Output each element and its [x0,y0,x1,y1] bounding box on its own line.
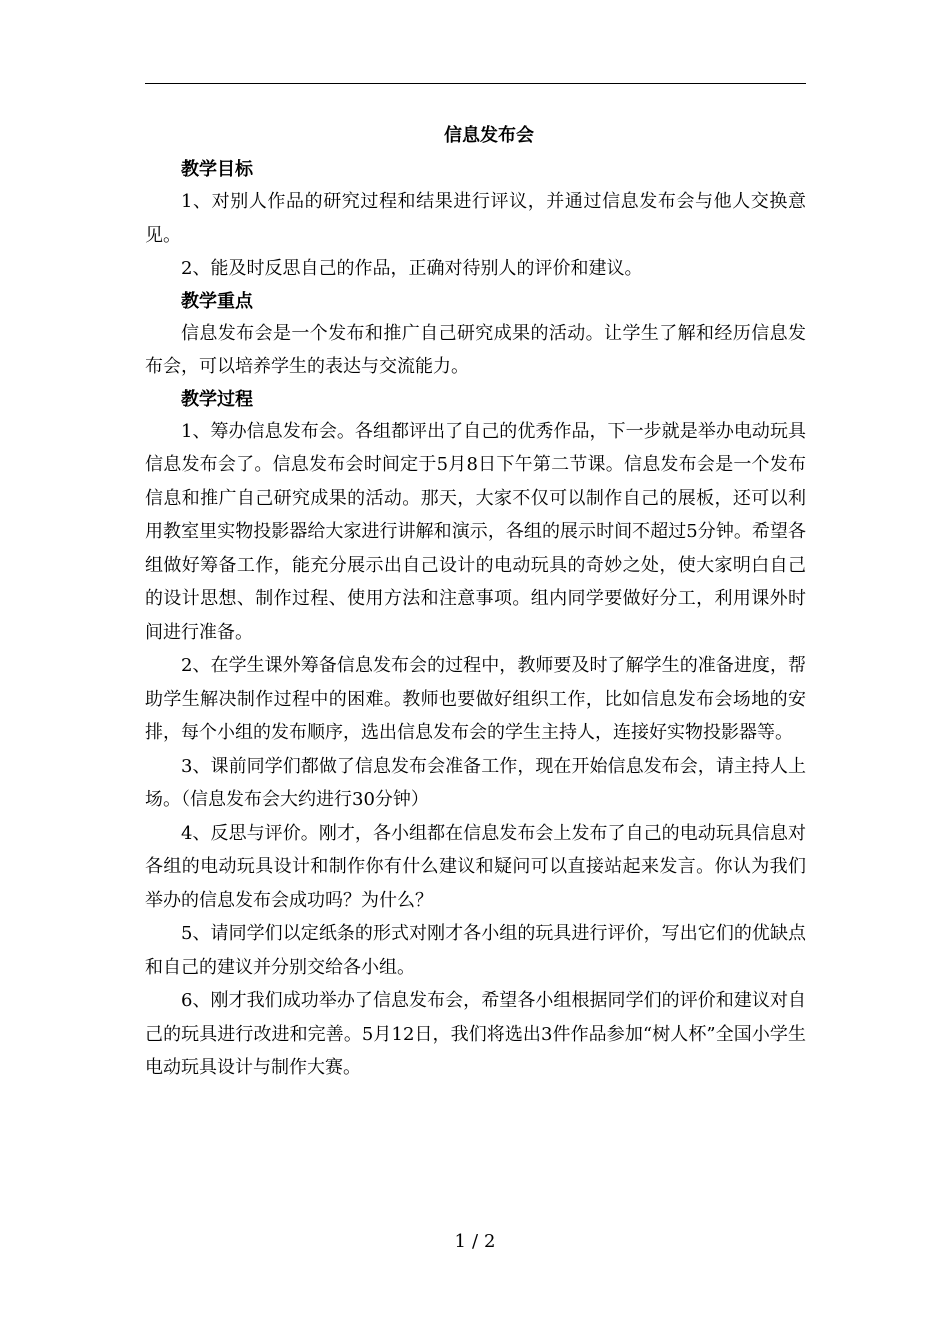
document-title: 信息发布会 [444,125,534,146]
paragraph: 6、刚才我们成功举办了信息发布会，希望各小组根据同学们的评价和建议对自己的玩具进行改进和完善。5月12日，我们将选出3件作品参加“树人杯”全国小学生电动玩具设计与制作大赛。 [145,990,806,1078]
document-body [145,118,806,1085]
total-pages: 2 [484,1231,496,1252]
page-number [0,1228,950,1256]
header-rule [145,83,806,84]
paragraph: 3、课前同学们都做了信息发布会准备工作，现在开始信息发布会，请主持人上场。（信息发布会大约进行30分钟） [145,755,806,810]
paragraph: 1、筹办信息发布会。各组都评出了自己的优秀作品，下一步就是举办电动玩具信息发布会了。信息发布会时间定于5月8日下午第二节课。信息发布会是一个发布信息和推广自己研究成果的活动。那天，大家不仅可以制作自己的展板，还可以利用教室里实物投影器给大家进行讲解和演示，各组的展示时间不超过5分钟。希望各组做好筹备工作，能充分展示出自己设计的电动玩具的奇妙之处，使大家明白自己的设计思想、制作过程、使用方法和注意事项。组内同学要做好分工，利用课外时间进行准备。 [145,420,806,643]
page-separator: / [471,1231,479,1252]
section-process [145,384,806,1085]
paragraph: 5、请同学们以定纸条的形式对刚才各小组的玩具进行评价，写出它们的优缺点和自己的建议并分别交给各小组。 [145,923,806,978]
section-heading: 教学目标 [181,159,253,180]
paragraph: 信息发布会是一个发布和推广自己研究成果的活动。让学生了解和经历信息发布会，可以培养学生的表达与交流能力。 [145,322,806,377]
current-page: 1 [454,1231,466,1252]
section-key-points [145,286,806,384]
paragraph: 2、能及时反思自己的作品，正确对待别人的评价和建议。 [181,258,643,279]
section-heading: 教学过程 [181,388,253,410]
section-heading: 教学重点 [181,290,253,312]
paragraph: 2、在学生课外筹备信息发布会的过程中，教师要及时了解学生的准备进度，帮助学生解决制作过程中的困难。教师也要做好组织工作，比如信息发布会场地的安排，每个小组的发布顺序，选出信息发布会的学生主持人，连接好实物投影器等。 [145,655,806,743]
paragraph: 4、反思与评价。刚才，各小组都在信息发布会上发布了自己的电动玩具信息对各组的电动玩具设计和制作你有什么建议和疑问可以直接站起来发言。你认为我们举办的信息发布会成功吗？为什么？ [145,822,806,911]
section-objectives [145,154,806,286]
paragraph: 1、对别人作品的研究过程和结果进行评议，并通过信息发布会与他人交换意见。 [145,191,806,246]
